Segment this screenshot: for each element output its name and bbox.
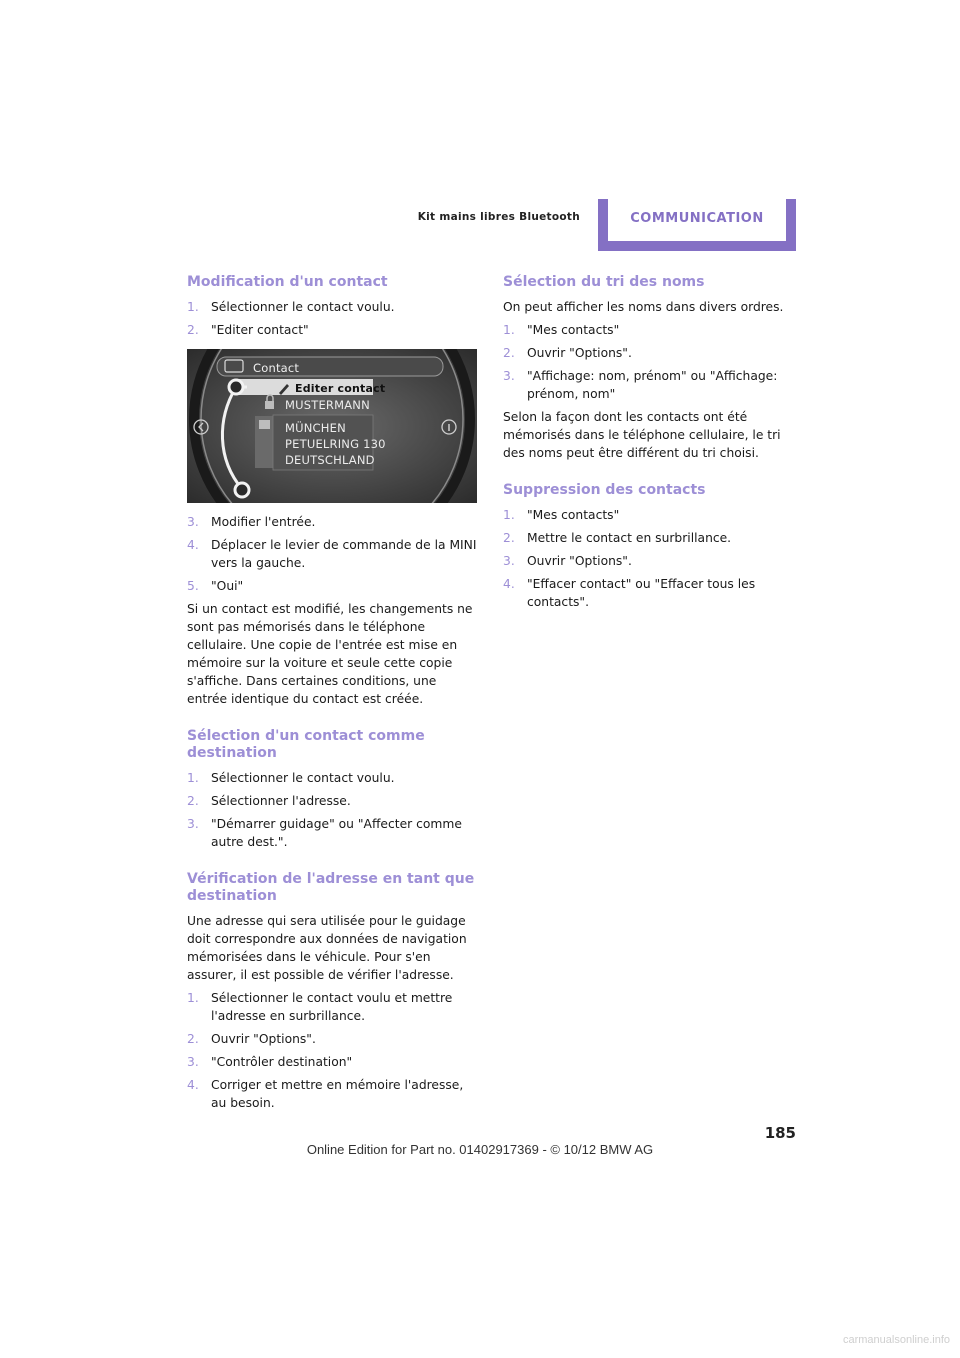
controller-knob-bottom	[235, 483, 249, 497]
list-item: 4. Déplacer le levier de commande de la MINI vers la gauche.	[187, 538, 477, 570]
section-title: Kit mains libres Bluetooth	[417, 211, 580, 223]
watermark: carmanualsonline.info	[842, 1334, 950, 1346]
screen-address-line-3: DEUTSCHLAND	[285, 453, 375, 467]
steps-verify-address	[187, 989, 479, 1112]
screen-contact-name: MUSTERMANN	[285, 398, 370, 412]
paragraph-name-sorting: On peut afficher les noms dans divers ordres.	[503, 300, 784, 314]
list-item: 2. Mettre le contact en surbrillance.	[503, 531, 732, 545]
heading-verify-address: Vérification de l'adresse en tant que destination	[187, 871, 475, 904]
list-item: 4. Corriger et mettre en mémoire l'adresse, au besoin.	[187, 1078, 464, 1110]
chapter-tab-label: COMMUNICATION	[608, 199, 786, 241]
screen-edit-contact: Editer contact	[295, 382, 386, 395]
screen-address-line-1: MÜNCHEN	[285, 421, 346, 435]
heading-modify-contact: Modification d'un contact	[187, 274, 388, 290]
left-column	[187, 270, 479, 1117]
paragraph-verify-address: Une adresse qui sera utilisée pour le guidage doit correspondre aux données de navigation mémorisées dans le véhicule. Pour s'en assurer, il est possible de vérifier l'adresse.	[187, 914, 467, 982]
paragraph-modify-note: Si un contact est modifié, les changements ne sont pas mémorisés dans le téléphone cellulaire. Une copie de l'entrée est mise en mémoire sur la voiture et seule cette copie s'affiche. Dans certaines conditions, une entrée identique du contact est créée.	[187, 602, 473, 706]
chapter-tab	[598, 199, 796, 251]
page-number: 185	[764, 1124, 796, 1142]
list-item: 2. Ouvrir "Options".	[187, 1032, 316, 1046]
edition-line: Online Edition for Part no. 01402917369 - © 10/12 BMW AG	[306, 1142, 654, 1157]
paragraph-sorting-note: Selon la façon dont les contacts ont été mémorisés dans le téléphone cellulaire, le tri des noms peut être différent du tri choisi.	[503, 410, 781, 460]
list-item: 2. Ouvrir "Options".	[503, 346, 632, 360]
list-item: 4. "Effacer contact" ou "Effacer tous les contacts".	[503, 577, 756, 609]
steps-modify-contact	[187, 298, 479, 339]
list-item: 5. "Oui"	[187, 579, 244, 593]
list-item: 3. "Démarrer guidage" ou "Affecter comme autre dest.".	[187, 817, 462, 849]
screen-title: Contact	[253, 361, 300, 375]
list-item: 1. "Mes contacts"	[503, 508, 620, 522]
list-item: 2. Sélectionner l'adresse.	[187, 794, 351, 808]
steps-modify-contact-continued	[187, 513, 479, 595]
right-column	[503, 270, 795, 616]
list-item: 1. Sélectionner le contact voulu.	[187, 300, 395, 314]
heading-contact-as-destination: Sélection d'un contact comme destination	[187, 728, 425, 761]
list-item: 3. Ouvrir "Options".	[503, 554, 632, 568]
address-icon	[259, 420, 270, 429]
steps-contact-as-destination	[187, 769, 479, 851]
list-item: 1. "Mes contacts"	[503, 323, 620, 337]
lock-icon	[265, 401, 274, 409]
heading-delete-contacts: Suppression des contacts	[503, 482, 706, 498]
list-item: 2. "Editer contact"	[187, 323, 309, 337]
list-item: 1. Sélectionner le contact voulu et mettre l'adresse en surbrillance.	[187, 991, 453, 1023]
steps-delete-contacts	[503, 506, 795, 611]
list-item: 3. "Contrôler destination"	[187, 1055, 353, 1069]
steps-name-sorting	[503, 321, 795, 403]
screen-address-line-2: PETUELRING 130	[285, 437, 386, 451]
list-item: 3. Modifier l'entrée.	[187, 515, 316, 529]
list-item: 3. "Affichage: nom, prénom" ou "Affichage: prénom, nom"	[503, 369, 778, 401]
heading-name-sorting: Sélection du tri des noms	[503, 274, 705, 290]
list-item: 1. Sélectionner le contact voulu.	[187, 771, 395, 785]
controller-knob-top	[229, 380, 243, 394]
contact-screen-image	[187, 349, 477, 503]
